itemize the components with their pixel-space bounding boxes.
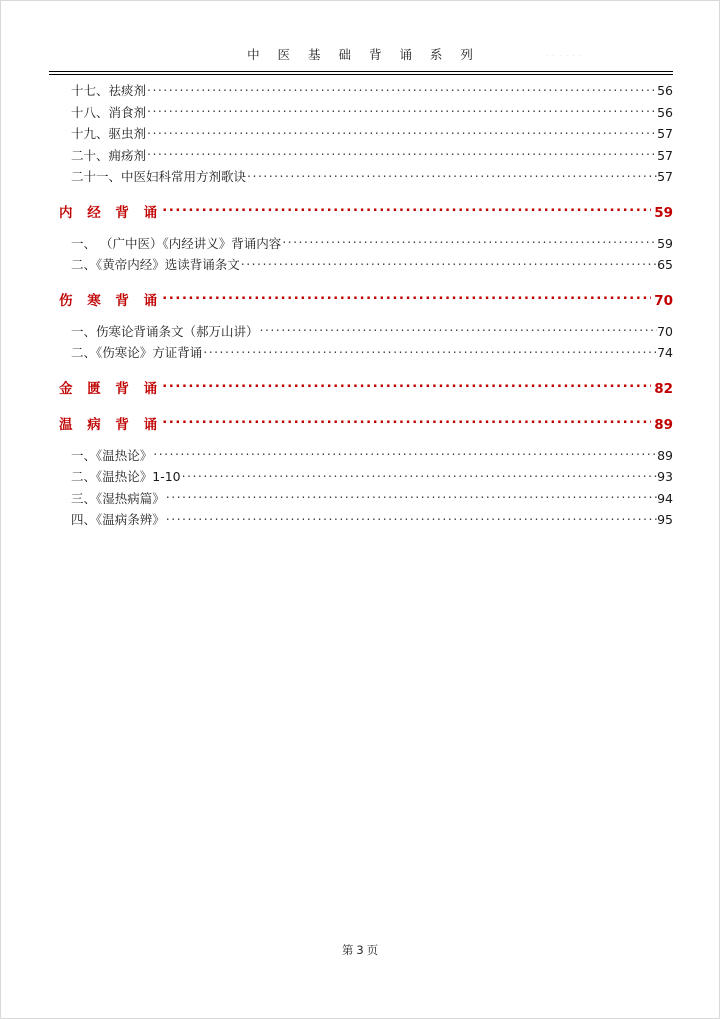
toc-dot-leader — [166, 512, 657, 525]
toc-entry-label: 二、《黄帝内经》选读背诵条文 — [71, 257, 240, 272]
page-footer — [1, 942, 719, 958]
toc-sub-entry[interactable] — [49, 103, 673, 125]
toc-sub-entry[interactable] — [49, 146, 673, 168]
spacer — [49, 365, 673, 377]
toc-page-number: 70 — [654, 292, 673, 309]
toc-sub-entry[interactable] — [49, 343, 673, 365]
toc-dot-leader — [147, 126, 657, 139]
toc-dot-leader — [241, 257, 657, 270]
toc-dot-leader — [182, 469, 657, 482]
toc-entry-label: 十七、祛痰剂 — [71, 83, 147, 98]
toc-page-number: 57 — [657, 147, 673, 163]
header-title: 中 医 基 础 背 诵 系 列 — [247, 47, 480, 62]
header-faint-marks: · · · · · · — [546, 53, 583, 60]
toc-sub-entry[interactable] — [49, 489, 673, 511]
toc-sub-entry[interactable] — [49, 124, 673, 146]
toc-entry-label: 伤 寒 背 诵 — [59, 292, 163, 309]
toc-page-number: 56 — [657, 104, 673, 120]
toc-entry-label: 十八、消食剂 — [71, 104, 147, 120]
running-header — [49, 45, 671, 71]
toc-entry-label: 二十、痈疡剂 — [71, 147, 147, 163]
spacer — [49, 189, 673, 201]
footer-suffix: 页 — [366, 943, 379, 957]
toc-page-number: 93 — [657, 469, 673, 484]
toc-dot-leader — [162, 415, 651, 429]
toc-page-number: 95 — [657, 512, 673, 527]
spacer — [49, 277, 673, 289]
toc-dot-leader — [153, 447, 657, 460]
toc-dot-leader — [162, 291, 651, 305]
toc-entry-label: 内 经 背 诵 — [59, 204, 163, 221]
toc-entry-label: 三、《湿热病篇》 — [71, 490, 165, 506]
toc-entry-label: 金 匮 背 诵 — [59, 380, 163, 397]
toc-sub-entry[interactable] — [49, 322, 673, 344]
toc-dot-leader — [247, 169, 657, 182]
toc-page-number: 57 — [657, 126, 673, 141]
toc-dot-leader — [282, 235, 657, 248]
table-of-contents — [49, 81, 673, 532]
toc-sub-entry[interactable] — [49, 467, 673, 489]
toc-sub-entry[interactable] — [49, 255, 673, 277]
toc-section-entry[interactable] — [49, 289, 673, 313]
spacer — [49, 313, 673, 322]
toc-page-number: 57 — [657, 169, 673, 184]
toc-sub-entry[interactable] — [49, 234, 673, 256]
spacer — [49, 225, 673, 234]
toc-section-entry[interactable] — [49, 377, 673, 401]
toc-dot-leader — [162, 203, 651, 217]
toc-dot-leader — [162, 379, 651, 393]
toc-page-number: 74 — [657, 345, 673, 360]
toc-dot-leader — [166, 490, 657, 503]
toc-sub-entry[interactable] — [49, 510, 673, 532]
toc-page-number: 82 — [654, 380, 673, 397]
toc-page-number: 94 — [657, 490, 673, 506]
toc-entry-label: 一、《温热论》 — [71, 447, 153, 463]
toc-entry-label: 一、伤寒论背诵条文（郝万山讲） — [71, 323, 259, 339]
toc-dot-leader — [147, 83, 657, 96]
toc-dot-leader — [260, 323, 658, 336]
toc-page-number: 65 — [657, 257, 673, 272]
toc-dot-leader — [147, 104, 657, 117]
toc-page-number: 70 — [657, 323, 673, 339]
toc-entry-label: 十九、驱虫剂 — [71, 126, 147, 141]
footer-page-number: 3 — [356, 943, 364, 957]
toc-sub-entry[interactable] — [49, 81, 673, 103]
toc-page-number: 89 — [657, 447, 673, 463]
toc-dot-leader — [203, 345, 657, 358]
toc-entry-label: 一、 （广中医）《内经讲义》背诵内容 — [71, 235, 282, 251]
toc-page-number: 89 — [654, 416, 673, 433]
toc-sub-entry[interactable] — [49, 446, 673, 468]
toc-entry-label: 二、《伤寒论》方证背诵 — [71, 345, 203, 360]
toc-entry-label: 温 病 背 诵 — [59, 416, 163, 433]
spacer — [49, 401, 673, 413]
toc-section-entry[interactable] — [49, 201, 673, 225]
header-double-rule — [49, 71, 673, 75]
toc-section-entry[interactable] — [49, 413, 673, 437]
toc-entry-label: 二、《温热论》1-10 — [71, 469, 181, 484]
toc-page-number: 56 — [657, 83, 673, 98]
footer-prefix: 第 — [341, 943, 354, 957]
toc-entry-label: 二十一、中医妇科常用方剂歌诀 — [71, 169, 247, 184]
spacer — [49, 437, 673, 446]
toc-page-number: 59 — [657, 235, 673, 251]
toc-sub-entry[interactable] — [49, 167, 673, 189]
toc-entry-label: 四、《温病条辨》 — [71, 512, 165, 527]
toc-page-number: 59 — [654, 204, 673, 221]
toc-dot-leader — [147, 147, 657, 160]
